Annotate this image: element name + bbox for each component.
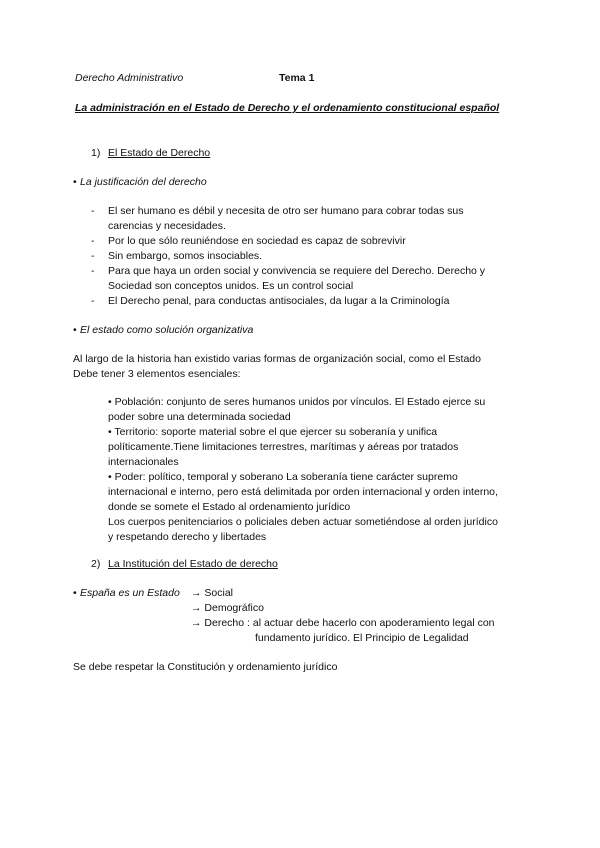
elements-line: Los cuerpos penitenciarios o policiales deben actuar sometiéndose al orden jurídico xyxy=(108,516,498,528)
bullet-marker: • xyxy=(73,587,77,599)
list-dash: - xyxy=(91,265,95,277)
section-2-title: La Institución del Estado de derecho xyxy=(108,558,278,570)
section-2-number: 2) xyxy=(91,558,101,570)
bullet-heading-estado: El estado como solución organizativa xyxy=(80,324,254,336)
elements-line: internacional e interno, pero está delimitada por orden internacional y orden interno, xyxy=(108,486,498,498)
list-item-line: Para que haya un orden social y convivencia se requiere del Derecho. Derecho y xyxy=(108,265,486,277)
list-item-line: carencias y necesidades. xyxy=(108,220,226,232)
elements-line: y respetando derecho y libertades xyxy=(108,531,267,543)
bullet-marker: • xyxy=(73,176,77,188)
subject-name: Derecho Administrativo xyxy=(75,72,184,84)
arrow-item-demografico: → Demográfico xyxy=(191,602,264,614)
section-1-title: El Estado de Derecho xyxy=(108,147,211,159)
list-dash: - xyxy=(91,205,95,217)
elements-line: • Población: conjunto de seres humanos unidos por vínculos. El Estado ejerce su xyxy=(108,396,486,408)
list-dash: - xyxy=(91,250,95,262)
tema-label: Tema 1 xyxy=(279,72,315,84)
closing-sentence: Se debe respetar la Constitución y ordenamiento jurídico xyxy=(73,661,338,673)
paragraph-line: Al largo de la historia han existido varias formas de organización social, como el Estado xyxy=(73,353,481,365)
elements-line: • Territorio: soporte material sobre el que ejercer su soberanía y unifica xyxy=(108,426,438,438)
elements-line: poder sobre una determinada sociedad xyxy=(108,411,291,423)
arrow-item-social: → Social xyxy=(191,587,234,599)
list-item-line: Por lo que sólo reuniéndose en sociedad es capaz de sobrevivir xyxy=(108,235,406,247)
bullet-heading-espana: España es un Estado xyxy=(80,587,180,599)
list-dash: - xyxy=(91,235,95,247)
bullet-marker: • xyxy=(73,324,77,336)
arrow-item-derecho: → Derecho : al actuar debe hacerlo con apoderamiento legal con xyxy=(191,617,495,629)
elements-line: internacionales xyxy=(108,456,179,468)
list-dash: - xyxy=(91,295,95,307)
arrow-item-continuation: fundamento jurídico. El Principio de Legalidad xyxy=(255,632,469,644)
list-item-line: Sociedad son conceptos unidos. Es un control social xyxy=(108,280,354,292)
list-item-line: El Derecho penal, para conductas antisociales, da lugar a la Criminología xyxy=(108,295,450,307)
elements-line: • Poder: político, temporal y soberano La soberanía tiene carácter supremo xyxy=(108,471,458,483)
list-item-line: Sin embargo, somos insociables. xyxy=(108,250,263,262)
paragraph-line: Debe tener 3 elementos esenciales: xyxy=(73,368,241,380)
bullet-heading-justificacion: La justificación del derecho xyxy=(80,176,207,188)
section-1-number: 1) xyxy=(91,147,101,159)
list-item-line: El ser humano es débil y necesita de otro ser humano para cobrar todas sus xyxy=(108,205,464,217)
document-title: La administración en el Estado de Derecho y el ordenamiento constitucional español xyxy=(75,102,500,114)
elements-line: donde se somete el Estado al ordenamiento jurídico xyxy=(108,501,351,513)
elements-line: políticamente.Tiene limitaciones terrestres, marítimas y aéreas por tratados xyxy=(108,441,459,453)
